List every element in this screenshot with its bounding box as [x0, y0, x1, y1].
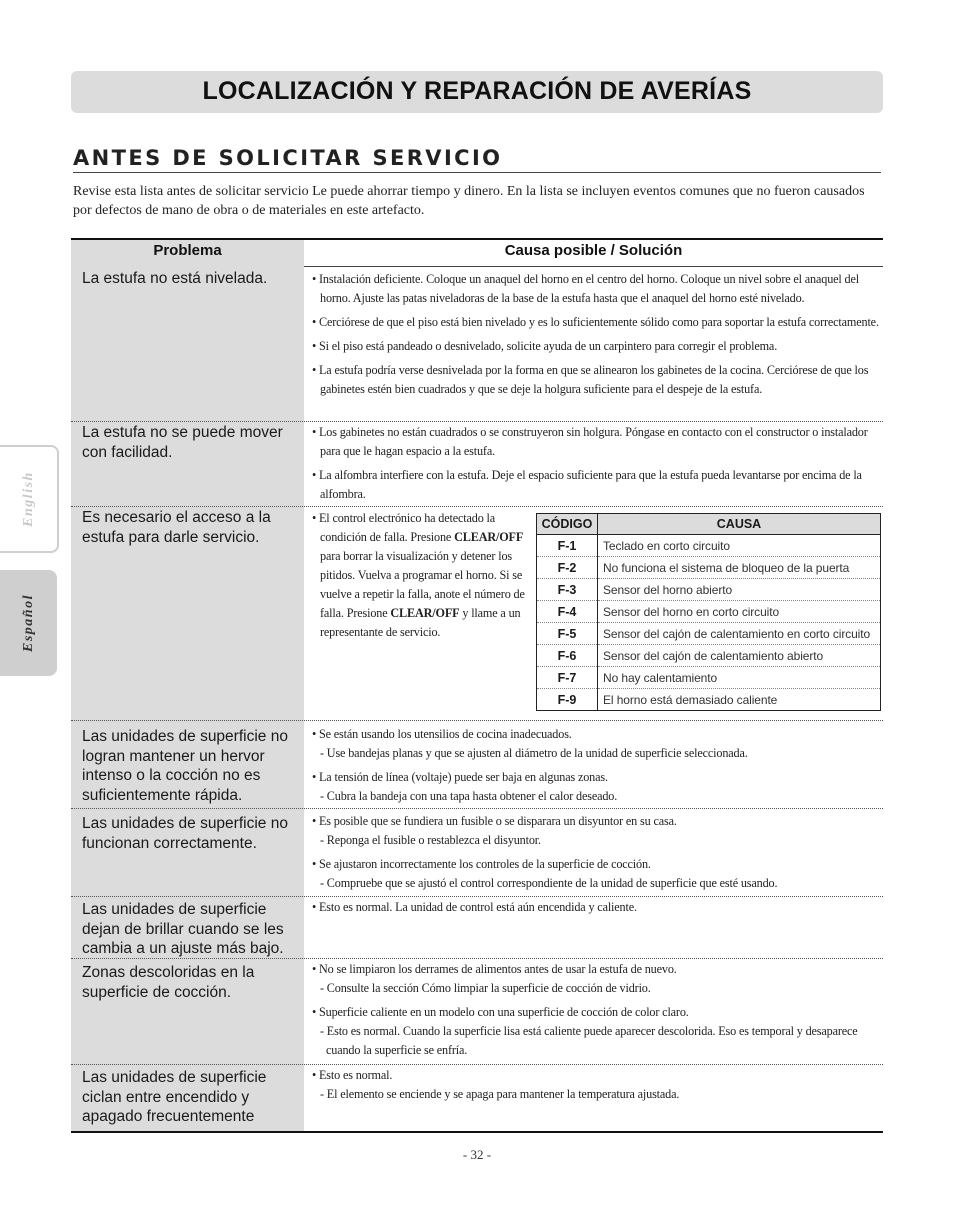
code-row [537, 535, 881, 557]
row-separator [71, 958, 883, 959]
clear-off-key: CLEAR/OFF [390, 606, 460, 620]
code-row [537, 623, 881, 645]
error-codes-table [536, 513, 881, 711]
cause-item: - Consulte la sección Cómo limpiar la superficie de cocción de vidrio. [320, 981, 651, 995]
code-cause-cell: Sensor del horno abierto [598, 579, 881, 601]
code-row [537, 579, 881, 601]
cause-cell [312, 898, 884, 922]
code-cell: F-1 [537, 535, 598, 557]
row-separator [71, 808, 883, 809]
code-cause-cell: Sensor del horno en corto circuito [598, 601, 881, 623]
row-separator [71, 421, 883, 422]
table-top-rule [71, 238, 883, 240]
page-number: - 32 - [462, 1147, 492, 1162]
problem-cell: La estufa no se puede mover con facilidad. [82, 424, 283, 461]
tab-espanol[interactable] [0, 570, 57, 676]
problem-cell: Las unidades de superficie ciclan entre encendido y apagado frecuentemente [82, 1069, 267, 1125]
tab-espanol-label: Español [20, 594, 36, 652]
code-cell: F-6 [537, 645, 598, 667]
cause-text: para borrar la visualización y detener los pitidos. Vuelva a programar el horno. Si se vuelve a repetir la falla, anote el número de falla. Presione [320, 549, 525, 620]
code-cell: F-4 [537, 601, 598, 623]
code-cause-cell: No hay calentamiento [598, 667, 881, 689]
header-rule [304, 266, 883, 267]
cause-item: - Use bandejas planas y que se ajusten al diámetro de la unidad de superficie seleccionada. [320, 746, 748, 760]
problem-cell: Zonas descoloridas en la superficie de cocción. [82, 964, 255, 1001]
cause-item: - Reponga el fusible o restablezca el disyuntor. [320, 833, 541, 847]
code-row [537, 689, 881, 711]
cause-item: - Cubra la bandeja con una tapa hasta obtener el calor deseado. [320, 789, 618, 803]
cause-item: • Si el piso está pandeado o desnivelado, solicite ayuda de un carpintero para corregir el problema. [312, 339, 778, 353]
cause-cell [312, 812, 884, 898]
section-rule [73, 172, 881, 173]
cause-item: • Esto es normal. [312, 1068, 393, 1082]
code-cause-cell: Sensor del cajón de calentamiento en corto circuito [598, 623, 881, 645]
header-cause: Causa posible / Solución [504, 242, 683, 259]
code-cell: F-7 [537, 667, 598, 689]
code-row [537, 557, 881, 579]
code-cell: F-3 [537, 579, 598, 601]
cause-item: • Los gabinetes no están cuadrados o se construyeron sin holgura. Póngase en contacto con el constructor o instalador para que le hagan espacio a la estufa. [312, 425, 868, 458]
cause-cell [312, 960, 884, 1065]
code-cell: F-9 [537, 689, 598, 711]
page-title: LOCALIZACIÓN Y REPARACIÓN DE AVERÍAS [202, 77, 752, 105]
cause-item: • Es posible que se fundiera un fusible o se disparara un disyuntor en su casa. [312, 814, 677, 828]
cause-item [312, 509, 532, 642]
cause-item: - Esto es normal. Cuando la superficie lisa está caliente puede aparecer descolorida. Eso es temporal y desaparece cuando la superficie se enfría. [320, 1024, 858, 1057]
cause-item: • Se ajustaron incorrectamente los controles de la superficie de cocción. [312, 857, 651, 871]
code-row [537, 667, 881, 689]
cause-cell [312, 423, 884, 509]
title-banner [71, 71, 883, 113]
codes-header-row [537, 514, 881, 535]
code-cause-cell: Teclado en corto circuito [598, 535, 881, 557]
row-separator [71, 896, 883, 897]
row-separator [71, 720, 883, 721]
row-separator [71, 506, 883, 507]
code-cause-cell: No funciona el sistema de bloqueo de la puerta [598, 557, 881, 579]
code-row [537, 645, 881, 667]
code-cause-cell: El horno está demasiado caliente [603, 692, 778, 707]
problem-cell: Las unidades de superficie dejan de brillar cuando se les cambia a un ajuste más bajo. [82, 901, 284, 957]
cause-cell [312, 270, 884, 404]
problem-cell: Las unidades de superficie no funcionan correctamente. [82, 815, 288, 852]
problem-cell: Es necesario el acceso a la estufa para darle servicio. [82, 509, 271, 546]
cause-item: • Instalación deficiente. Coloque un anaquel del horno en el centro del horno. Coloque un nivel sobre el anaquel del horno. Ajuste las patas niveladoras de la base de la estufa hasta que el anaquel del horno esté nivelado. [312, 272, 859, 305]
cause-item: - El elemento se enciende y se apaga para mantener la temperatura ajustada. [320, 1087, 680, 1101]
cause-item: • La alfombra interfiere con la estufa. Deje el espacio suficiente para que la estufa pueda levantarse por encima de la alfombra. [312, 468, 862, 501]
problem-cell: Las unidades de superficie no logran mantener un hervor intenso o la cocción no es suficientemente rápida. [82, 728, 288, 804]
cause-text: y llame a un representante de servicio. [320, 606, 521, 639]
header-problem: Problema [153, 242, 222, 259]
problem-cell: La estufa no está nivelada. [82, 270, 268, 287]
cause-item: - Compruebe que se ajustó el control correspondiente de la unidad de superficie que esté usando. [320, 876, 778, 890]
cause-cell [312, 509, 532, 647]
code-row [537, 601, 881, 623]
cause-cell [312, 725, 884, 811]
cause-item: • Se están usando los utensilios de cocina inadecuados. [312, 727, 572, 741]
cause-item: • La tensión de línea (voltaje) puede ser baja en algunas zonas. [312, 770, 608, 784]
codes-header-code: CÓDIGO [537, 514, 598, 535]
clear-off-key: CLEAR/OFF [454, 530, 524, 544]
code-cause-cell: Sensor del cajón de calentamiento abierto [598, 645, 881, 667]
cause-text: • El control electrónico ha detectado la condición de falla. Presione [312, 511, 496, 544]
cause-cell [312, 1066, 884, 1109]
table-bottom-rule [71, 1131, 883, 1133]
cause-item: • Esto es normal. La unidad de control está aún encendida y caliente. [312, 900, 637, 914]
cause-item: • Cerciórese de que el piso está bien nivelado y es lo suficientemente sólido como para soportar la estufa correctamente. [312, 315, 879, 329]
section-title: ANTES DE SOLICITAR SERVICIO [73, 146, 503, 170]
cause-item: • Superficie caliente en un modelo con una superficie de cocción de color claro. [312, 1005, 689, 1019]
code-cell: F-2 [537, 557, 598, 579]
codes-header-cause: CAUSA [598, 514, 881, 535]
cause-item: • No se limpiaron los derrames de alimentos antes de usar la estufa de nuevo. [312, 962, 677, 976]
tab-english[interactable] [0, 445, 59, 553]
tab-english-label: English [20, 471, 36, 527]
row-separator [71, 1064, 883, 1065]
code-cell: F-5 [537, 623, 598, 645]
cause-item: • La estufa podría verse desnivelada por la forma en que se alinearon los gabinetes de la cocina. Cerciórese de que los gabinetes estén bien cuadrados y que se deje la holgura suficiente para el despeje de la estufa. [312, 363, 869, 396]
intro-paragraph: Revise esta lista antes de solicitar servicio Le puede ahorrar tiempo y dinero. En la lista se incluyen eventos comunes que no fueron causados por defectos de mano de obra o de materiales en este artefacto. [73, 184, 865, 218]
